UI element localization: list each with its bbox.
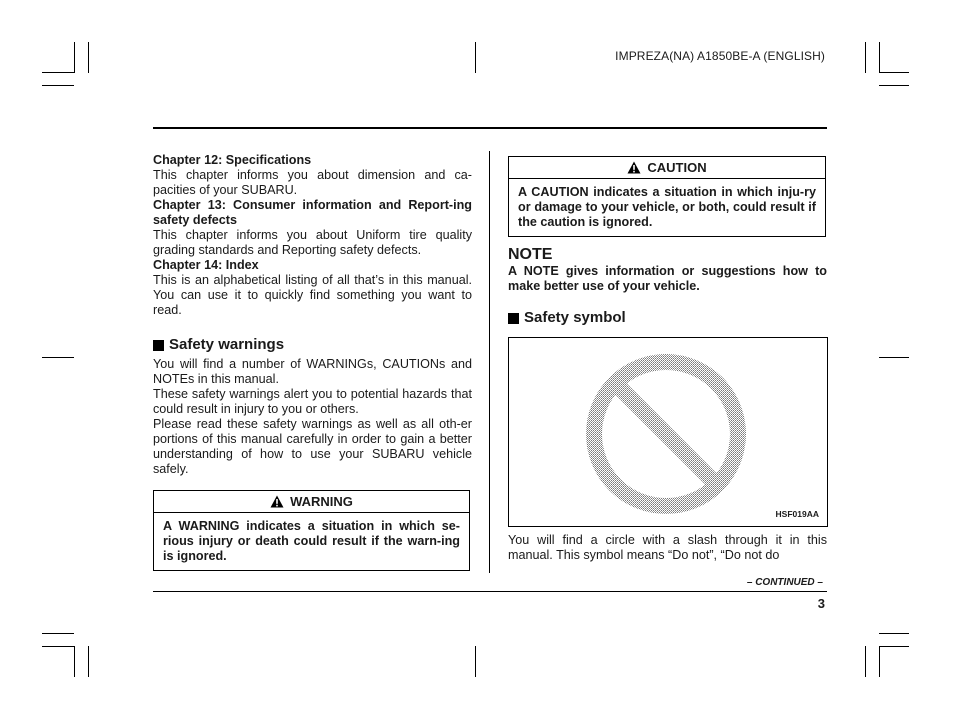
page-number: 3 xyxy=(817,596,825,611)
caution-box xyxy=(508,156,826,237)
left-column xyxy=(153,153,472,477)
note-section xyxy=(508,246,827,294)
figure-code: HSF019AA xyxy=(775,509,819,519)
safety-warnings-heading: Safety warnings xyxy=(153,336,472,354)
chapter-13-title: Chapter 13: Consumer information and Report-ing safety defects xyxy=(153,198,472,227)
safety-symbol-section xyxy=(508,309,827,327)
footer-rule xyxy=(153,591,827,592)
chapter-14-title: Chapter 14: Index xyxy=(153,258,259,272)
note-text: A NOTE gives information or suggestions how to make better use of your vehicle. xyxy=(508,264,827,293)
symbol-description: You will find a circle with a slash through it in this manual. This symbol means “Do not”, “Do not do xyxy=(508,533,827,562)
column-divider xyxy=(489,151,490,573)
note-title: NOTE xyxy=(508,246,553,263)
warning-triangle-icon xyxy=(270,495,284,508)
safety-symbol-figure xyxy=(508,337,828,527)
safety-paragraph-1: You will find a number of WARNINGs, CAUTIONs and NOTEs in this manual. xyxy=(153,357,472,386)
section-square-icon xyxy=(508,313,519,324)
caution-title: CAUTION xyxy=(509,157,825,179)
chapter-12-text: This chapter informs you about dimension and ca-pacities of your SUBARU. xyxy=(153,168,472,197)
warning-title: WARNING xyxy=(154,491,469,513)
caution-text: A CAUTION indicates a situation in which inju-ry or damage to your vehicle, or both, could result if the caution is ignored. xyxy=(518,185,816,229)
header-rule xyxy=(153,127,827,129)
warning-triangle-icon xyxy=(627,161,641,174)
section-square-icon xyxy=(153,340,164,351)
continued-label: – CONTINUED – xyxy=(746,577,823,588)
safety-paragraph-2: These safety warnings alert you to potential hazards that could result in injury to you or others. xyxy=(153,387,472,416)
warning-box xyxy=(153,490,470,571)
chapter-14-text: This is an alphabetical listing of all that’s in this manual. You can use it to quickly find something you want to read. xyxy=(153,273,472,317)
safety-paragraph-3: Please read these safety warnings as well as all oth-er portions of this manual carefully in order to gain a better understanding of how to use your SUBARU vehicle safely. xyxy=(153,417,472,476)
safety-symbol-heading: Safety symbol xyxy=(508,309,827,327)
chapter-12-title: Chapter 12: Specifications xyxy=(153,153,312,167)
prohibition-symbol-icon xyxy=(509,338,827,526)
warning-text: A WARNING indicates a situation in which se-rious injury or death could result if the warn-ing is ignored. xyxy=(163,519,460,563)
document-id: IMPREZA(NA) A1850BE-A (ENGLISH) xyxy=(615,49,825,63)
chapter-13-text: This chapter informs you about Uniform tire quality grading standards and Reporting safety defects. xyxy=(153,228,472,257)
